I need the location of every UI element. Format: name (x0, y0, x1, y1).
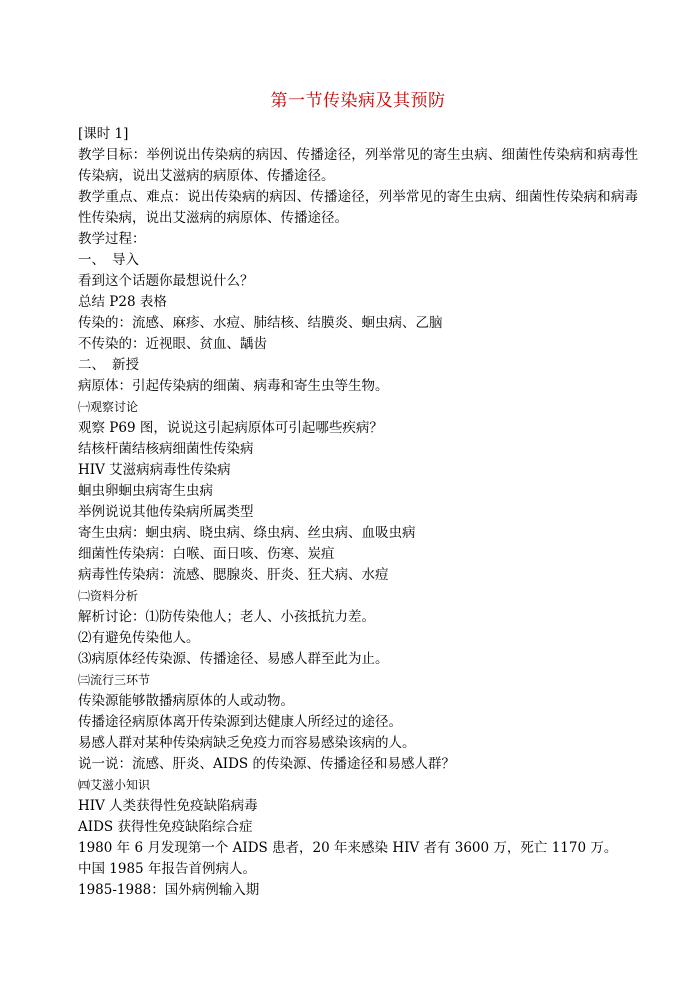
text-line: 病原体：引起传染病的细菌、病毒和寄生虫等生物。 (78, 378, 389, 394)
text-line: 结核杆菌结核病细菌性传染病 (78, 441, 254, 457)
text-line: 1985-1988：国外病例输入期 (78, 882, 260, 898)
text-line: ㈣艾滋小知识 (78, 778, 151, 792)
text-line: HIV 人类获得性免疫缺陷病毒 (78, 798, 258, 814)
text-line: ⑶病原体经传染源、传播途径、易感人群至此为止。 (78, 651, 389, 667)
text-line: ㈠观察讨论 (78, 400, 139, 414)
text-line: 蛔虫卵蛔虫病寄生虫病 (78, 483, 213, 499)
text-line: 说一说：流感、肝炎、AIDS 的传染源、传播途径和易感人群？ (78, 756, 455, 772)
text-line: 总结 P28 表格 (78, 294, 167, 310)
section-heading: 新授 (112, 357, 139, 373)
text-line: 传染的：流感、麻疹、水痘、肺结核、结膜炎、蛔虫病、乙脑 (78, 315, 443, 331)
text-line: HIV 艾滋病病毒性传染病 (78, 462, 231, 478)
text-line: 举例说说其他传染病所属类型 (78, 504, 254, 520)
text-line: 传播途径病原体离开传染源到达健康人所经过的途径。 (78, 714, 402, 730)
text-line: [课时 1] (78, 126, 129, 142)
text-line: ㈢流行三环节 (78, 673, 151, 687)
section-number: 一、 (78, 252, 105, 268)
text-line: 教学目标：举例说出传染病的病因、传播途径，列举常见的寄生虫病、细菌性传染病和病毒性传染病，说出艾滋病的病原体、传播途径。 (78, 147, 638, 184)
text-line (78, 250, 638, 271)
section-heading: 导入 (112, 252, 139, 268)
text-line: ㈡资料分析 (78, 589, 139, 603)
document-page (78, 88, 638, 901)
text-line: 传染源能够散播病原体的人或动物。 (78, 693, 294, 709)
text-line: 观察 P69 图，说说这引起病原体可引起哪些疾病？ (78, 420, 383, 436)
document-body (78, 124, 638, 901)
text-line: 不传染的：近视眼、贫血、龋齿 (78, 336, 267, 352)
text-line: 1980 年 6 月发现第一个 AIDS 患者，20 年来感染 HIV 者有 3600 万，死亡 1170 万。 (78, 840, 618, 856)
text-line: 教学过程： (78, 231, 146, 247)
text-line: 病毒性传染病：流感、腮腺炎、肝炎、狂犬病、水痘 (78, 567, 389, 583)
text-line: 易感人群对某种传染病缺乏免疫力而容易感染该病的人。 (78, 735, 416, 751)
text-line: 解析讨论：⑴防传染他人；老人、小孩抵抗力差。 (78, 609, 375, 625)
text-line (78, 355, 638, 376)
page-title: 第一节传染病及其预防 (270, 91, 446, 111)
text-line: 细菌性传染病：白喉、面日咳、伤寒、炭疽 (78, 546, 335, 562)
text-line: 看到这个话题你最想说什么？ (78, 273, 254, 289)
text-line: ⑵有避免传染他人。 (78, 630, 200, 646)
text-line: 中国 1985 年报告首例病人。 (78, 861, 256, 877)
text-line: 寄生虫病：蛔虫病、晓虫病、绦虫病、丝虫病、血吸虫病 (78, 525, 416, 541)
text-line: AIDS 获得性免疫缺陷综合症 (78, 819, 253, 835)
text-line: 教学重点、难点：说出传染病的病因、传播途径，列举常见的寄生虫病、细菌性传染病和病毒性传染病，说出艾滋病的病原体、传播途径。 (78, 189, 638, 226)
section-number: 二、 (78, 357, 105, 373)
